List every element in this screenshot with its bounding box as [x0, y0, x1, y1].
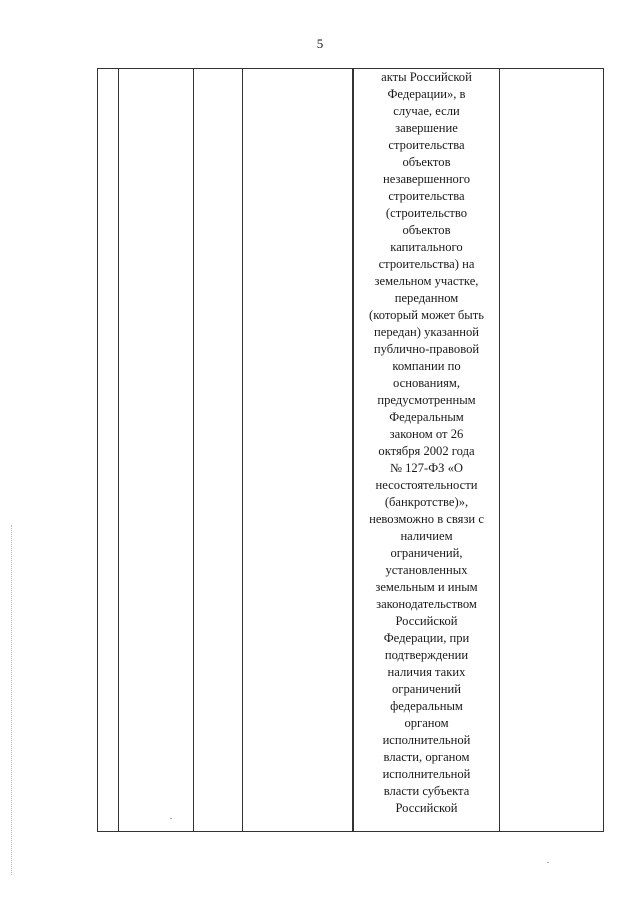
- cell-text-line: № 127-ФЗ «О: [389, 461, 464, 475]
- cell-text-line: строительства: [388, 138, 465, 152]
- cell-text-line: наличием: [400, 529, 453, 543]
- cell-text-line: земельном участке,: [374, 274, 479, 288]
- cell-text-line: ограничений: [392, 682, 461, 696]
- table-cell-col-1: [98, 69, 119, 832]
- cell-text-line: подтверждении: [384, 648, 469, 662]
- cell-text-line: Федерации», в: [387, 87, 466, 101]
- table-row: [98, 69, 604, 832]
- cell-text-line: незавершенного: [382, 172, 471, 186]
- cell-text-line: ограничений,: [390, 546, 463, 560]
- cell-text-line: федеральным: [390, 699, 463, 713]
- cell-text-line: невозможно в связи с: [369, 512, 484, 526]
- cell-text-line: строительства) на: [378, 257, 475, 271]
- table-cell-col-4: [243, 69, 353, 832]
- cell-text-line: завершение: [395, 121, 458, 135]
- cell-text-line: исполнительной: [382, 733, 471, 747]
- table-cell-text: [354, 69, 500, 832]
- table-cell-col-7: [500, 69, 604, 832]
- cell-text-line: капитального: [390, 240, 463, 254]
- cell-text-line: строительства: [388, 189, 465, 203]
- cell-text-line: объектов: [402, 223, 451, 237]
- cell-text-line: земельным и иным: [375, 580, 478, 594]
- cell-text-line: октября 2002 года: [378, 444, 475, 458]
- scan-margin-mark: [11, 525, 12, 875]
- cell-text-line: Российской: [395, 614, 458, 628]
- cell-text-line: основаниям,: [393, 376, 460, 390]
- table-cell-col-2: [119, 69, 194, 832]
- cell-text-line: Федерации, при: [383, 631, 470, 645]
- cell-text-line: наличия таких: [387, 665, 466, 679]
- table-cell-col-3: [194, 69, 243, 832]
- cell-text-line: переданном: [394, 291, 459, 305]
- cell-text-line: компании по: [392, 359, 461, 373]
- cell-text-line: акты Российской: [381, 70, 472, 84]
- cell-text-line: власти, органом: [383, 750, 470, 764]
- document-table: [97, 68, 604, 832]
- cell-text-line: (строительство: [385, 206, 468, 220]
- cell-text-line: публично-правовой: [373, 342, 480, 356]
- cell-text-line: исполнительной: [382, 767, 471, 781]
- cell-text-line: объектов: [402, 155, 451, 169]
- cell-text-line: Российской: [395, 801, 458, 815]
- cell-text-line: установленных: [385, 563, 468, 577]
- scan-speck: [170, 818, 172, 819]
- cell-text-line: законом от 26: [389, 427, 464, 441]
- page-number: 5: [316, 36, 324, 51]
- scan-speck: [547, 862, 549, 863]
- cell-text-line: несостоятельности: [375, 478, 478, 492]
- cell-text-line: законодательством: [376, 597, 477, 611]
- cell-text-line: передан) указанной: [373, 325, 480, 339]
- cell-text-line: органом: [404, 716, 449, 730]
- cell-text-line: (банкротстве)»,: [384, 495, 469, 509]
- cell-text-line: (который может быть: [369, 308, 484, 322]
- cell-text-line: власти субъекта: [383, 784, 470, 798]
- cell-text-line: Федеральным: [389, 410, 464, 424]
- cell-text-line: предусмотренным: [377, 393, 476, 407]
- cell-text-line: случае, если: [393, 104, 460, 118]
